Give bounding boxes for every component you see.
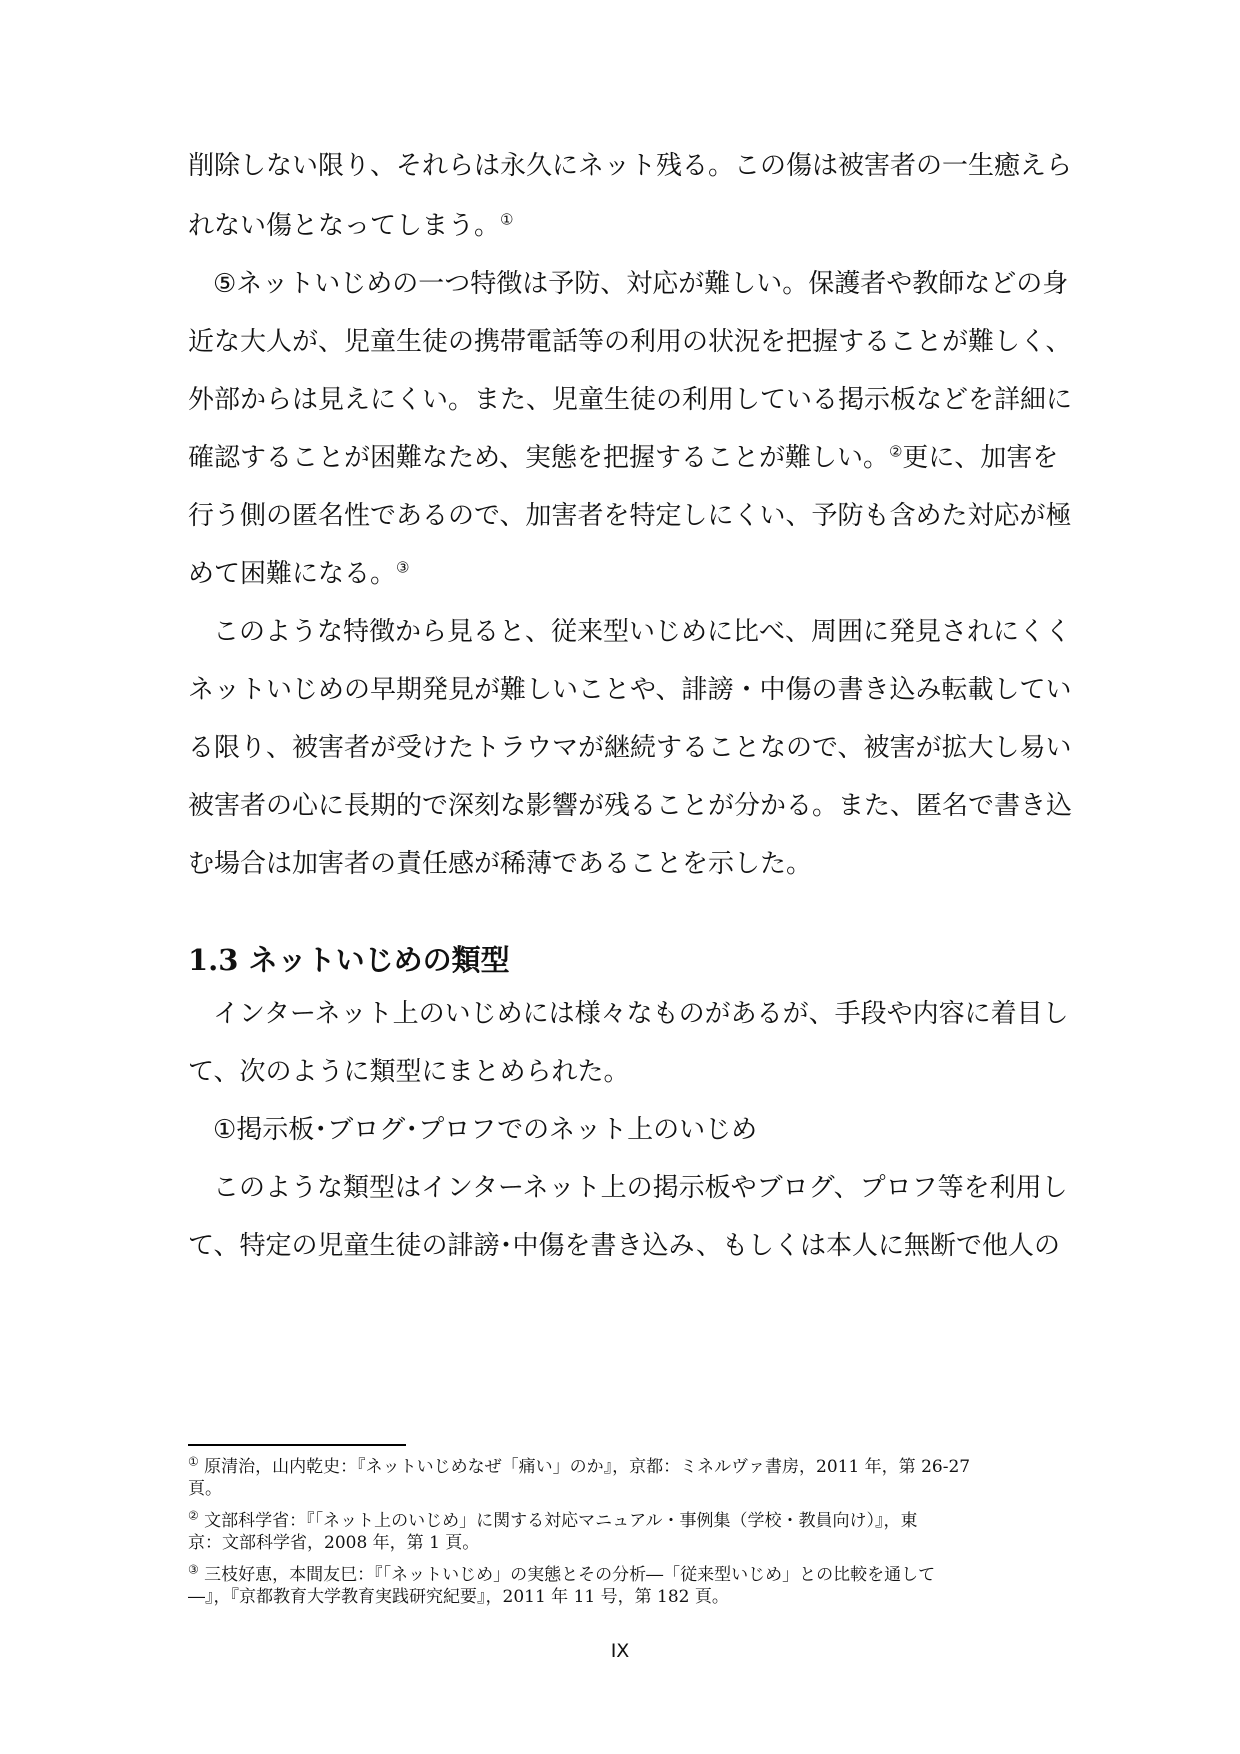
body-line: このような類型はインターネット上の掲示板やブログ、プロフ等を利用し bbox=[213, 1173, 1068, 1203]
footnote-text: 原清治，山内乾史：『ネットいじめなぜ「痛い」のか』，京都：ミネルヴァ書房，2011 年，第 26-27 bbox=[198, 1457, 971, 1477]
body-line: て、特定の児童生徒の誹謗･中傷を書き込み、もしくは本人に無断で他人の bbox=[188, 1231, 1061, 1261]
body-line: 近な大人が、児童生徒の携帯電話等の利用の状況を把握することが難しく、 bbox=[188, 327, 1072, 357]
body-line: 外部からは見えにくい。また、児童生徒の利用している掲示板などを詳細に bbox=[188, 385, 1073, 415]
section-title: ネットいじめの類型 bbox=[248, 943, 510, 977]
body-text: 更に、加害を bbox=[902, 443, 1059, 473]
footnote-continuation: ―』，『京都教育大学教育実践研究紀要』，2011 年 11 号，第 182 頁。 bbox=[188, 1587, 729, 1607]
footnote-mark: ② bbox=[188, 1508, 199, 1523]
footnote-ref: ③ bbox=[396, 558, 410, 577]
footnote-continuation: 頁。 bbox=[188, 1479, 222, 1499]
body-line: インターネット上のいじめには様々なものがあるが、手段や内容に着目し bbox=[213, 999, 1069, 1029]
body-line bbox=[188, 210, 513, 242]
body-line: このような特徴から見ると、従来型いじめに比べ、周囲に発見されにくく bbox=[213, 617, 1072, 647]
footnote-continuation: 京：文部科学省，2008 年，第 1 頁。 bbox=[188, 1533, 480, 1553]
footnote-ref: ② bbox=[888, 442, 903, 461]
section-heading bbox=[188, 938, 510, 979]
body-line: 行う側の匿名性であるので、加害者を特定しにくい、予防も含めた対応が極 bbox=[188, 501, 1072, 531]
body-line: て、次のように類型にまとめられた。 bbox=[188, 1057, 630, 1087]
footnote bbox=[188, 1510, 918, 1532]
footnote-separator bbox=[188, 1444, 406, 1446]
body-line: ネットいじめの早期発見が難しいことや、誹謗・中傷の書き込み転載してい bbox=[188, 675, 1072, 705]
body-line bbox=[188, 558, 409, 590]
body-line: 被害者の心に長期的で深刻な影響が残ることが分かる。また、匿名で書き込 bbox=[188, 791, 1073, 821]
body-line: る限り、被害者が受けたトラウマが継続することなので、被害が拡大し易い bbox=[188, 733, 1072, 763]
footnote-mark: ① bbox=[188, 1454, 199, 1469]
body-line: ⑤ネットいじめの一つ特徴は予防、対応が難しい。保護者や教師などの身 bbox=[213, 269, 1069, 299]
body-text: 確認することが困難なため、実態を把握することが難しい。 bbox=[188, 443, 889, 473]
footnote bbox=[188, 1564, 935, 1586]
body-line: む場合は加害者の責任感が稀薄であることを示した。 bbox=[188, 849, 813, 879]
footnote-ref: ① bbox=[500, 210, 514, 229]
list-item-heading: ①掲示板･ブログ･プロフでのネット上のいじめ bbox=[213, 1115, 758, 1145]
footnote-text: 三枝好恵，本間友巳：『「ネットいじめ」の実態とその分析―「従来型いじめ」との比較を通して bbox=[198, 1565, 936, 1585]
body-line bbox=[188, 442, 1058, 474]
footnote-mark: ③ bbox=[188, 1562, 199, 1577]
page-number: IX bbox=[610, 1640, 630, 1662]
section-number: 1.3 bbox=[188, 943, 239, 977]
body-text: めて困難になる。 bbox=[188, 559, 397, 589]
footnote-text: 文部科学省：『「ネット上のいじめ」に関する対応マニュアル・事例集（学校・教員向け）』，東 bbox=[198, 1511, 918, 1531]
body-text: れない傷となってしまう。 bbox=[188, 211, 501, 241]
body-line: 削除しない限り、それらは永久にネット残る。この傷は被害者の一生癒えら bbox=[188, 151, 1073, 181]
footnote bbox=[188, 1456, 970, 1478]
